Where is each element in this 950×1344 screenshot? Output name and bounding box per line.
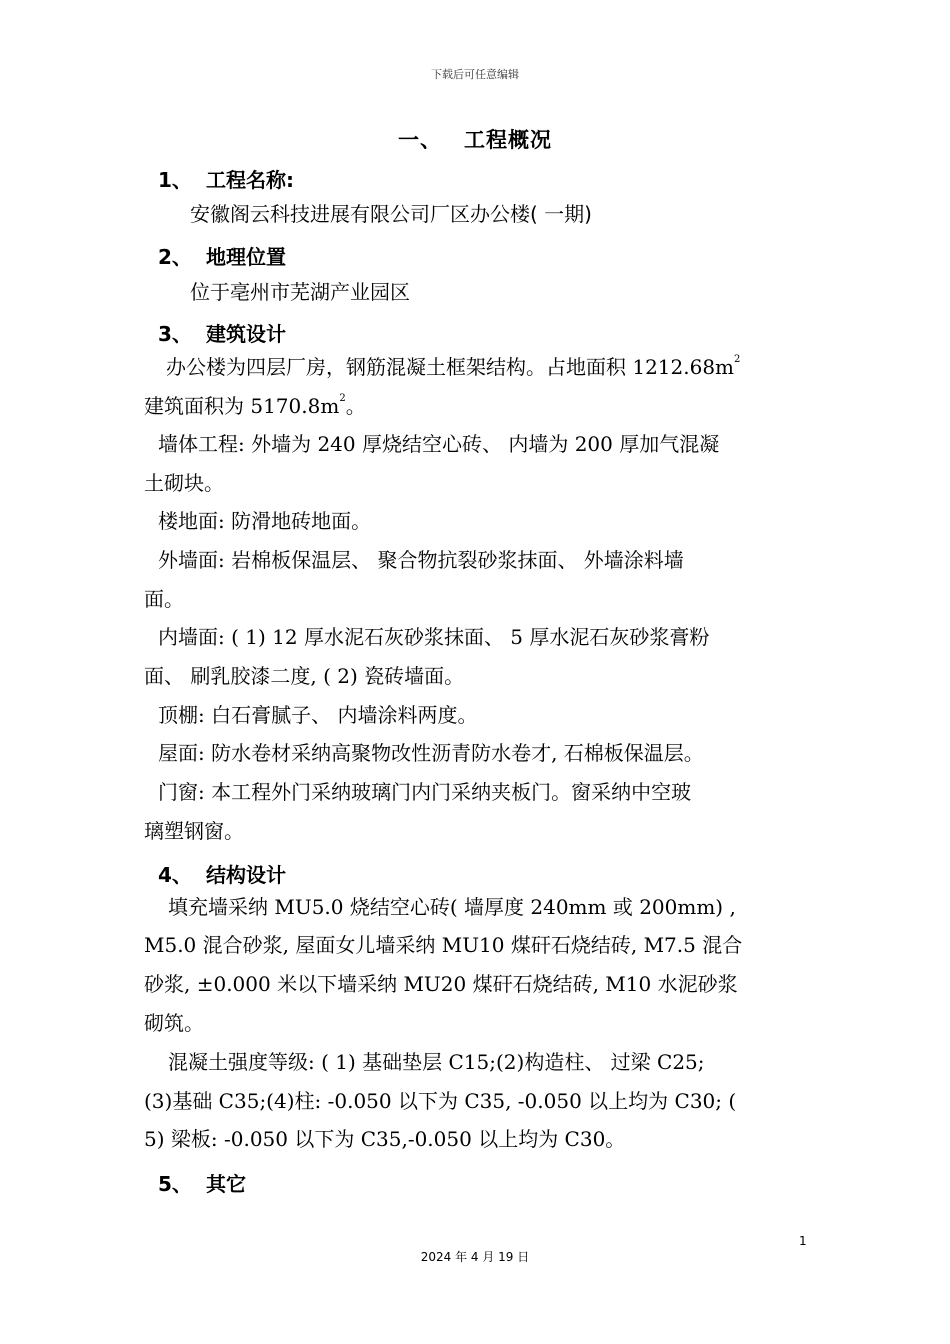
section-heading-5 (158, 1168, 246, 1197)
door-window-line-2: 璃塑钢窗。 (144, 819, 244, 843)
section-heading-2 (158, 241, 286, 270)
project-name-value: 安徽阁云科技进展有限公司厂区办公楼( 一期) (190, 202, 592, 226)
floor-line: 楼地面: 防滑地砖地面。 (158, 509, 372, 533)
section-number: 3、 (158, 322, 192, 346)
page-number: 1 (799, 1234, 807, 1248)
footer-date: 2024 年 4 月 19 日 (420, 1250, 530, 1264)
struct-line-1: 填充墙采纳 MU5.0 烧结空心砖( 墙厚度 240mm 或 200mm) , (168, 895, 736, 919)
int-wall-line-1: 内墙面: ( 1) 12 厚水泥石灰砂浆抹面、 5 厚水泥石灰砂浆膏粉 (158, 625, 710, 649)
concrete-line-3: 5) 梁板: -0.050 以下为 C35,-0.050 以上均为 C30。 (144, 1127, 626, 1151)
ceiling-line: 顶棚: 白石膏腻子、 内墙涂料两度。 (158, 703, 478, 727)
superscript: 2 (339, 393, 346, 404)
section-heading-1 (158, 164, 294, 193)
struct-line-3: 砂浆, ±0.000 米以下墙采纳 MU20 煤矸石烧结砖, M10 水泥砂浆 (144, 972, 738, 996)
wall-line-1: 墙体工程: 外墙为 240 厚烧结空心砖、 内墙为 200 厚加气混凝 (158, 432, 720, 456)
section-title: 地理位置 (206, 245, 286, 269)
location-value: 位于亳州市芜湖产业园区 (190, 280, 410, 304)
section-title: 建筑设计 (206, 322, 286, 346)
title-number: 一、 (398, 128, 442, 152)
concrete-line-2: (3)基础 C35;(4)柱: -0.050 以下为 C35, -0.050 以上均为 C30; ( (144, 1089, 737, 1113)
arch-text: 建筑面积为 5170.8m (144, 394, 340, 418)
int-wall-line-2: 面、 刷乳胶漆二度, ( 2) 瓷砖墙面。 (144, 664, 465, 688)
section-number: 1、 (158, 168, 192, 192)
arch-line-1 (166, 354, 741, 379)
section-title: 工程名称: (206, 168, 294, 192)
roof-line: 屋面: 防水卷材采纳高聚物改性沥青防水卷才, 石棉板保温层。 (158, 741, 704, 765)
wall-line-2: 土砌块。 (144, 471, 224, 495)
door-window-line-1: 门窗: 本工程外门采纳玻璃门内门采纳夹板门。窗采纳中空玻 (158, 780, 692, 804)
section-number: 2、 (158, 245, 192, 269)
section-number: 5、 (158, 1172, 192, 1196)
section-heading-3 (158, 318, 286, 347)
ext-wall-line-2: 面。 (144, 587, 184, 611)
section-title: 结构设计 (206, 863, 286, 887)
struct-line-2: M5.0 混合砂浆, 屋面女儿墙采纳 MU10 煤矸石烧结砖, M7.5 混合 (144, 933, 743, 957)
superscript: 2 (734, 354, 741, 365)
header-note: 下载后可任意编辑 (431, 68, 519, 81)
arch-line-2 (144, 393, 366, 418)
arch-text-end: 。 (345, 394, 366, 418)
struct-line-4: 砌筑。 (144, 1011, 204, 1035)
title-text: 工程概况 (464, 128, 552, 152)
page-title (0, 124, 950, 154)
section-heading-4 (158, 859, 286, 888)
section-title: 其它 (206, 1172, 246, 1196)
arch-text: 办公楼为四层厂房，钢筋混凝土框架结构。占地面积 1212.68m (166, 355, 735, 379)
section-number: 4、 (158, 863, 192, 887)
concrete-line-1: 混凝土强度等级: ( 1) 基础垫层 C15;(2)构造柱、 过梁 C25; (168, 1050, 705, 1074)
ext-wall-line-1: 外墙面: 岩棉板保温层、 聚合物抗裂砂浆抹面、 外墙涂料墙 (158, 548, 684, 572)
